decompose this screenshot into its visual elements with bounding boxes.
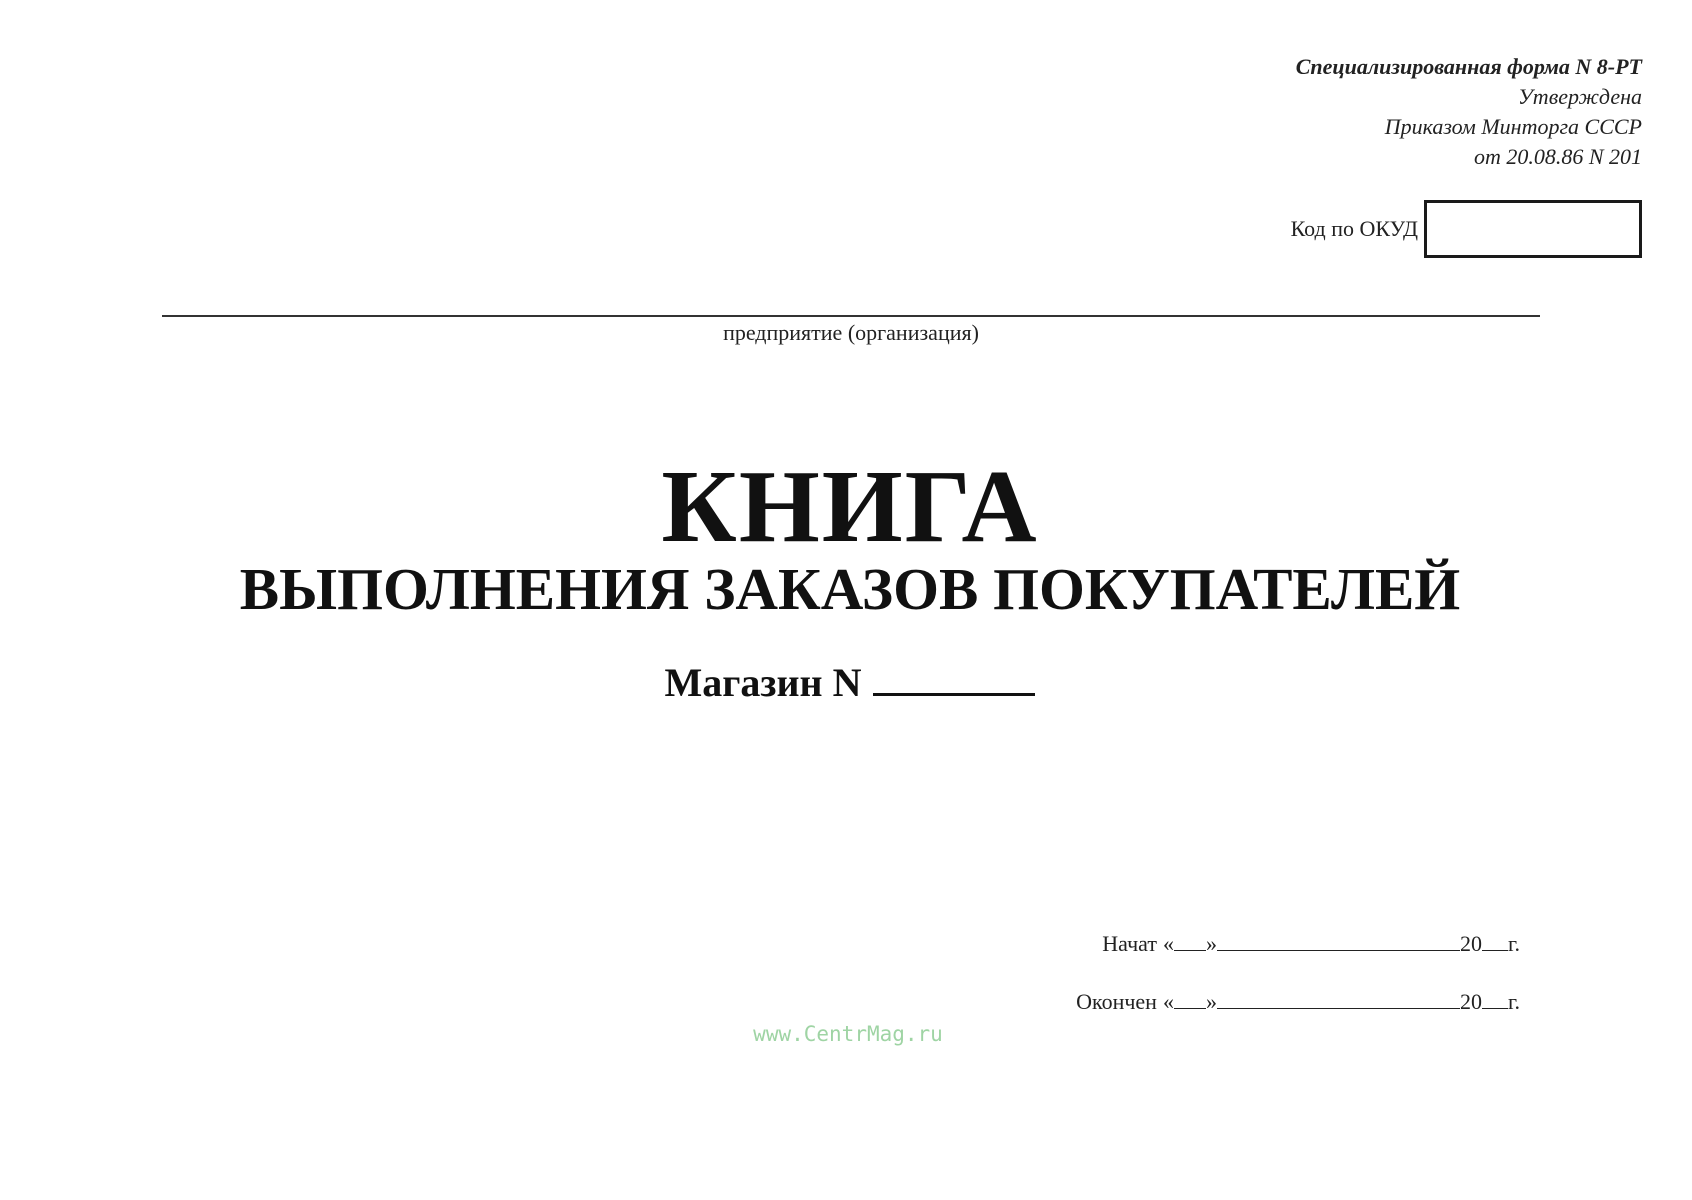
organization-line[interactable]	[162, 315, 1540, 317]
started-date-row	[1076, 930, 1520, 988]
finished-month-field[interactable]	[1217, 988, 1460, 1009]
quote-close: »	[1205, 989, 1217, 1014]
year-suffix: г.	[1507, 989, 1520, 1014]
year-suffix: г.	[1507, 931, 1520, 956]
quote-open: «	[1162, 989, 1174, 1014]
started-label: Начат	[1102, 931, 1157, 956]
organization-caption: предприятие (организация)	[723, 320, 979, 345]
quote-close: »	[1205, 931, 1217, 956]
okud-code-field[interactable]	[1424, 200, 1642, 258]
page-title: КНИГА	[661, 449, 1039, 564]
order-date: от 20.08.86 N 201	[1473, 144, 1642, 169]
started-day-field[interactable]	[1174, 930, 1206, 951]
page-subtitle: ВЫПОЛНЕНИЯ ЗАКАЗОВ ПОКУПАТЕЛЕЙ	[239, 556, 1461, 622]
shop-label: Магазин N	[664, 660, 862, 705]
year-prefix: 20	[1459, 931, 1482, 956]
started-year-field[interactable]	[1482, 930, 1508, 951]
quote-open: «	[1162, 931, 1174, 956]
shop-number-field[interactable]	[873, 659, 1035, 696]
finished-year-field[interactable]	[1482, 988, 1508, 1009]
started-month-field[interactable]	[1217, 930, 1460, 951]
approved-label: Утверждена	[1518, 84, 1642, 109]
watermark: www.CentrMag.ru	[753, 1022, 943, 1046]
okud-label: Код по ОКУД	[1290, 216, 1418, 241]
finished-day-field[interactable]	[1174, 988, 1206, 1009]
form-name: Специализированная форма N 8-РТ	[1295, 54, 1642, 79]
okud-code-section	[1291, 200, 1642, 258]
order-reference: Приказом Минторга СССР	[1384, 114, 1642, 139]
year-prefix: 20	[1459, 989, 1482, 1014]
form-header	[1296, 52, 1642, 172]
finished-label: Окончен	[1076, 989, 1157, 1014]
shop-number-line	[0, 658, 1692, 708]
